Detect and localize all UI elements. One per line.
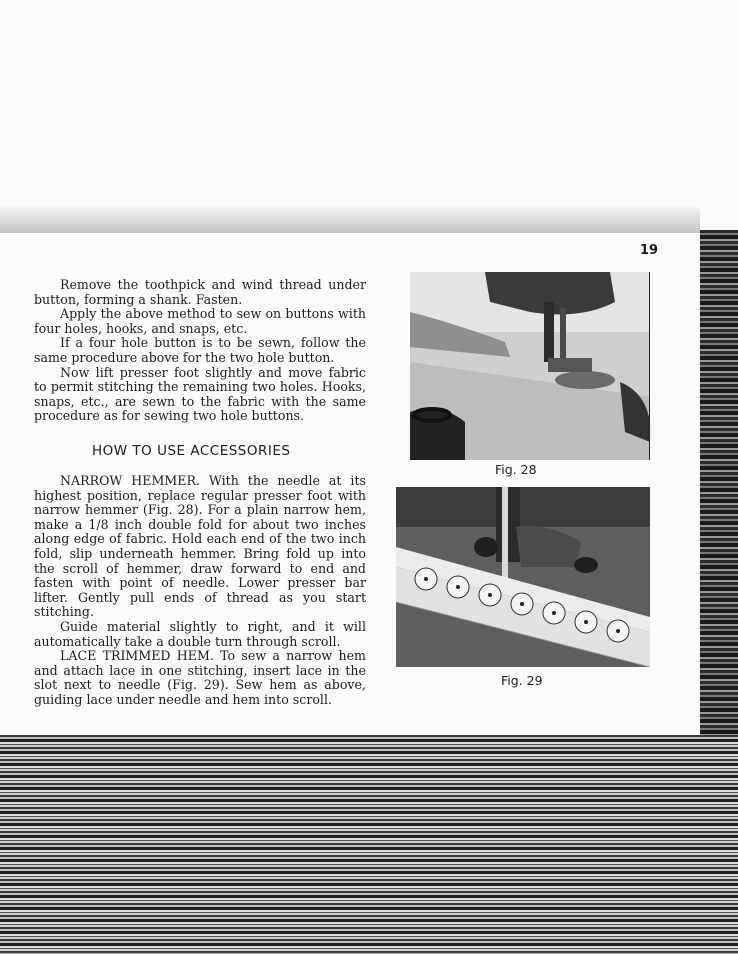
page-number: 19 [640,243,659,258]
paragraph: If a four hole button is to be sewn, follow the same procedure above for the two hole button. [34,335,366,365]
body-text-top [34,278,366,424]
photo-sewing-machine-hemmer [410,272,650,460]
figure-narrow-hemmer-photo [410,272,650,460]
figure-lace-hem-photo [396,487,650,667]
paragraph: Remove the toothpick and wind thread under button, forming a shank. Fasten. [34,277,366,307]
figure-caption: Fig. 28 [495,462,537,477]
photo-lace-trimmed-hem [396,487,650,667]
paragraph: Now lift presser foot slightly and move fabric to permit stitching the remaining two holes. Hooks, snaps, etc., are sewn to the fabric with the same procedure as for sewing two hole buttons. [34,364,366,424]
paragraph: Guide material slightly to right, and it will automatically take a double turn through scroll. [34,618,366,649]
figure-caption: Fig. 29 [501,673,543,688]
paragraph: Apply the above method to sew on buttons with four holes, hooks, and snaps, etc. [34,306,366,336]
scan-edge-bottom [0,735,738,954]
section-heading: HOW TO USE ACCESSORIES [92,443,291,459]
paragraph: LACE TRIMMED HEM. To sew a narrow hem and attach lace in one stitching, insert lace in the slot next to needle (Fig. 29). Sew hem as above, guiding lace under needle and hem into scroll. [34,648,366,707]
scan-shadow-top [0,205,700,233]
paragraph: NARROW HEMMER. With the needle at its highest position, replace regular presser foot with narrow hemmer (Fig. 28). For a plain narrow hem, make a 1/8 inch double fold for about two inches along edge of fabric. Hold each end of the two inch fold, slip underneath hemmer. Bring fold up into the scroll of hemmer, draw forward to end and fasten with point of needle. Lower presser bar lifter. Gently pull ends of thread as you start stitching. [34,473,366,620]
body-text-bottom [34,474,366,708]
